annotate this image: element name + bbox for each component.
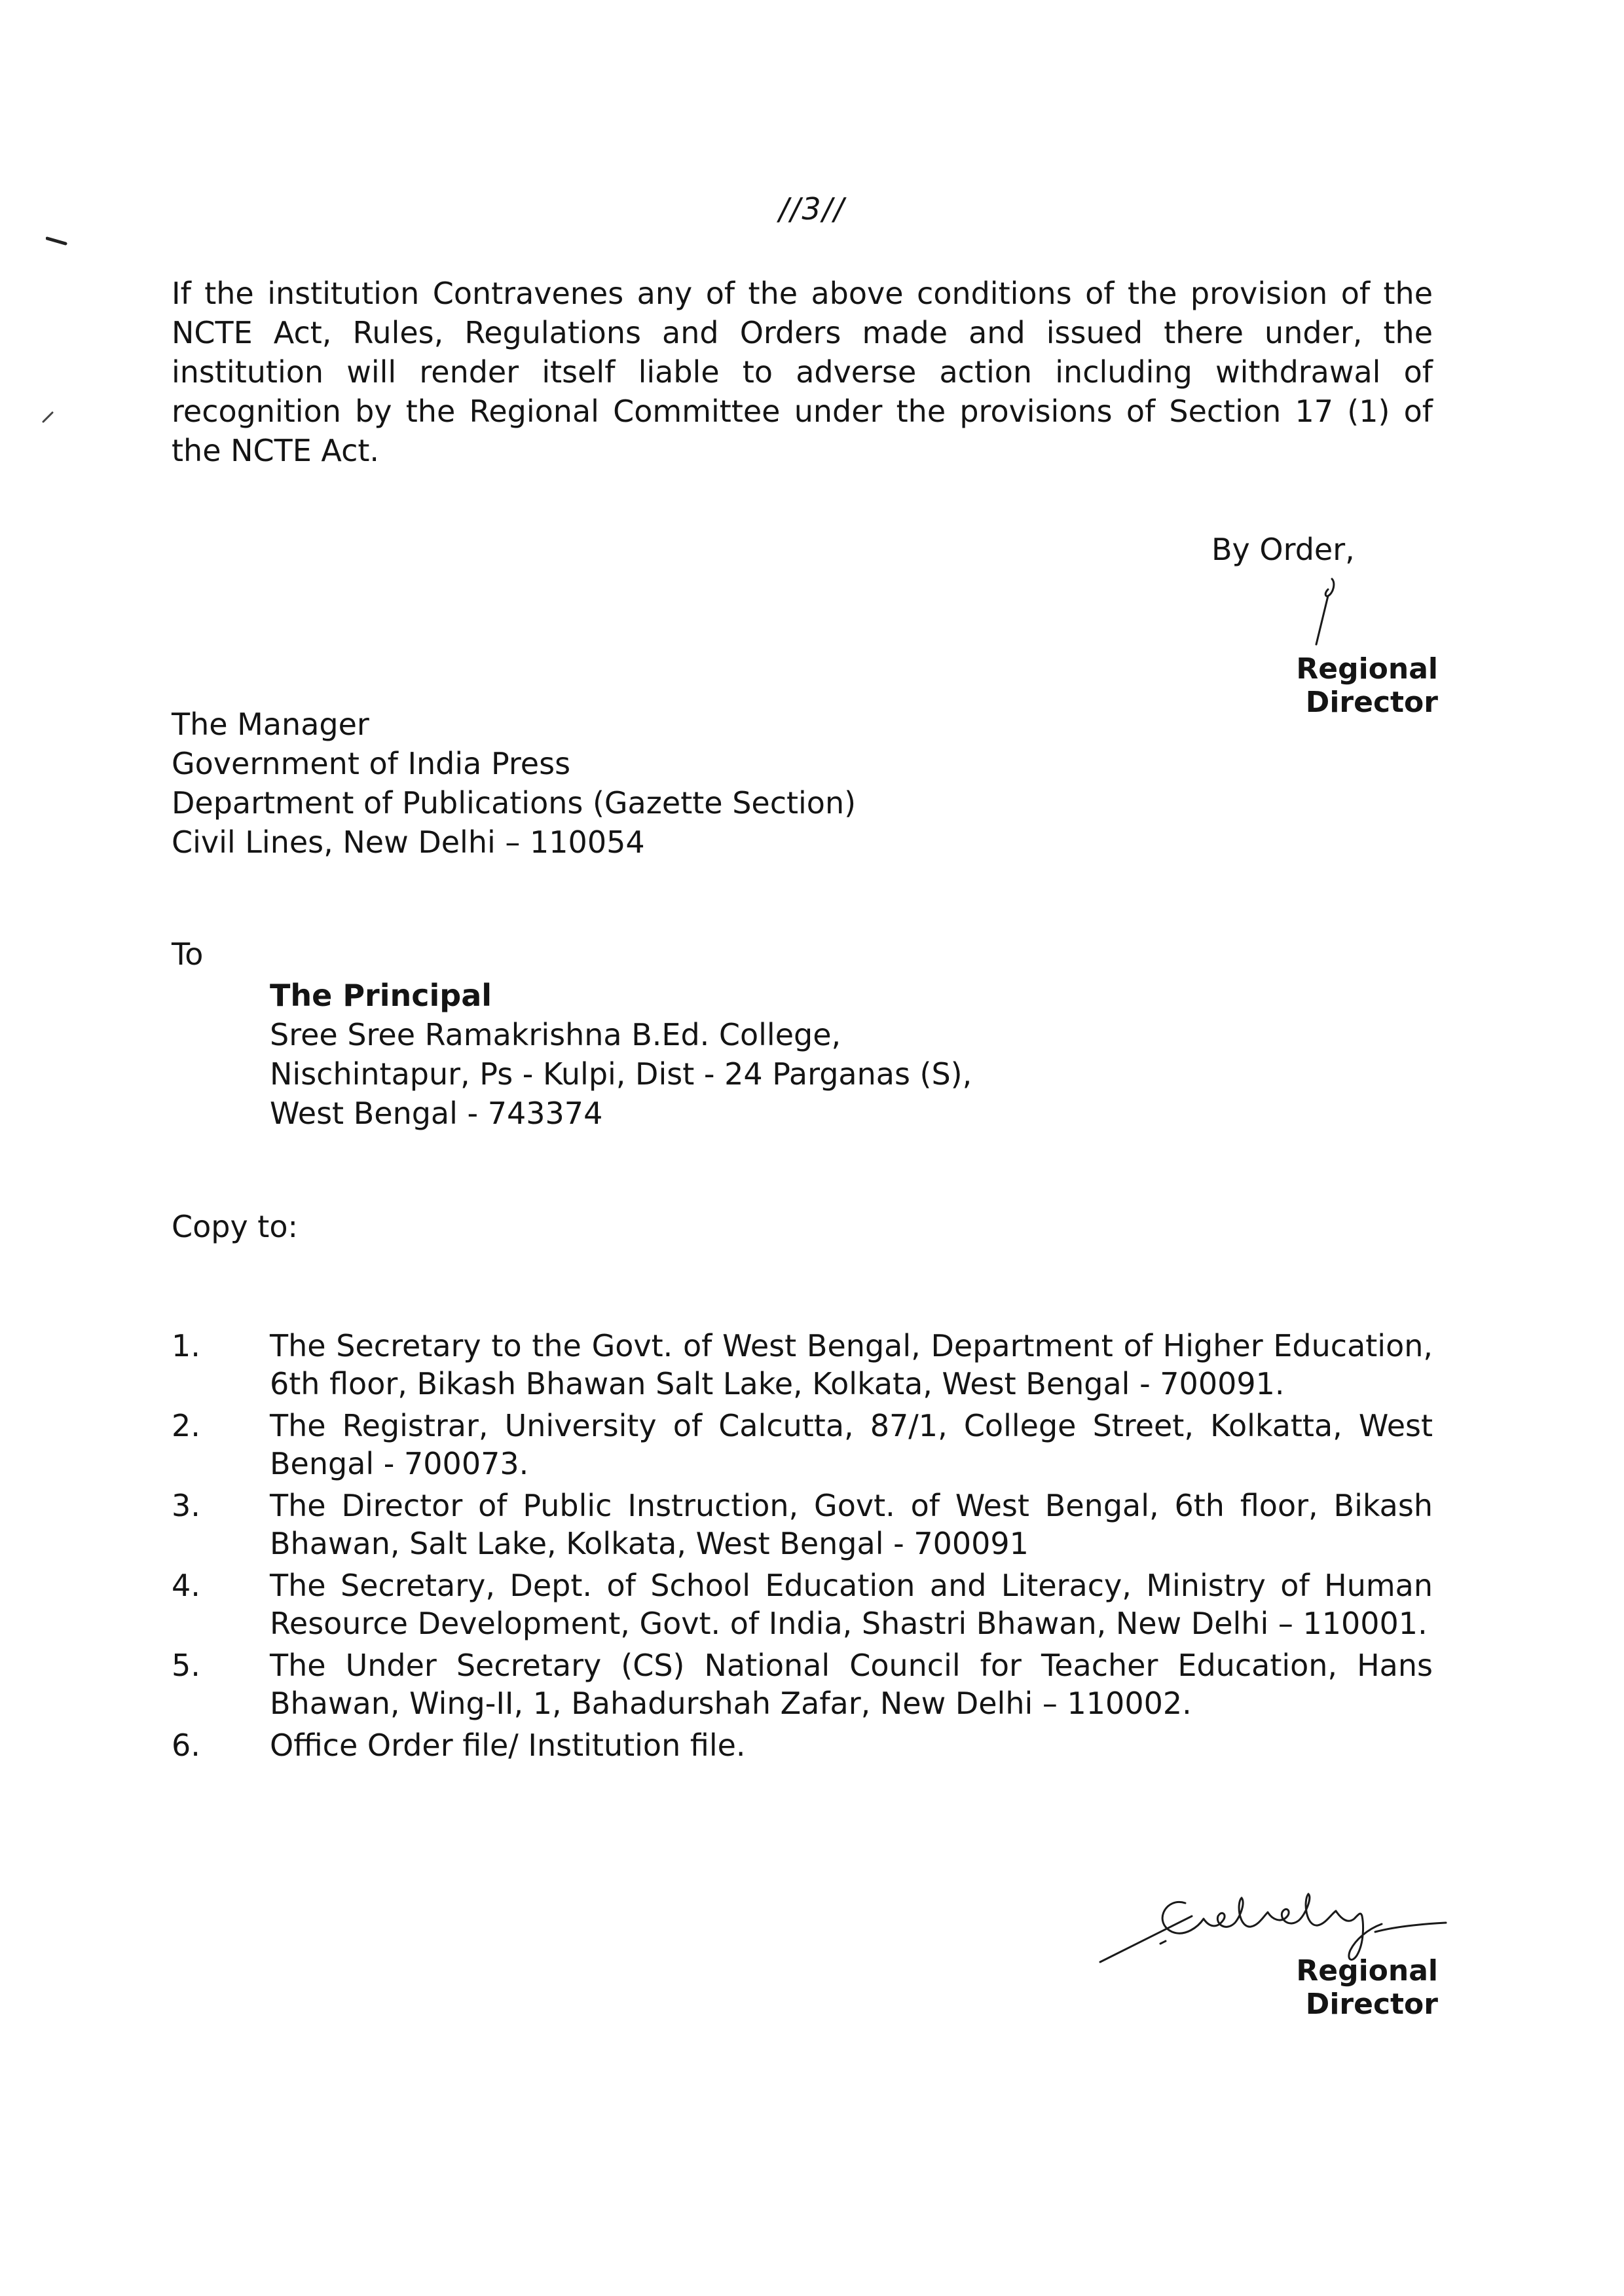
list-item-text: The Director of Public Instruction, Govt. of West Bengal, 6th floor, Bikash Bhawan, Salt Lake, Kolkata, West Bengal - 700091 bbox=[270, 1488, 1433, 1561]
signatory-designation: Regional Director bbox=[1296, 652, 1438, 719]
address-block bbox=[172, 705, 856, 862]
list-item-text: The Secretary, Dept. of School Education and Literacy, Ministry of Human Resource Development, Govt. of India, Shastri Bhawan, New Delhi – 110001. bbox=[270, 1568, 1433, 1641]
list-item-number: 4. bbox=[172, 1568, 200, 1603]
list-item bbox=[172, 1407, 1433, 1483]
list-item-number: 6. bbox=[172, 1728, 200, 1763]
list-item-text: The Secretary to the Govt. of West Bengal, Department of Higher Education, 6th floor, Bikash Bhawan Salt Lake, Kolkata, West Bengal - 700091. bbox=[270, 1328, 1433, 1401]
list-item-number: 1. bbox=[172, 1328, 200, 1363]
list-item bbox=[172, 1566, 1433, 1642]
list-item-number: 3. bbox=[172, 1488, 200, 1523]
address-line: Government of India Press bbox=[172, 746, 571, 781]
list-item bbox=[172, 1327, 1433, 1403]
body-paragraph: If the institution Contravenes any of the above conditions of the provision of the NCTE Act, Rules, Regulations and Orders made and issued there under, the institution will render itself liable to adverse action including withdrawal of recognition by the Regional Committee under the provisions of Section 17 (1) of the NCTE Act. bbox=[172, 276, 1433, 468]
to-label: To bbox=[172, 936, 204, 972]
list-item-number: 5. bbox=[172, 1648, 200, 1683]
copy-to-list bbox=[172, 1327, 1433, 1768]
list-item bbox=[172, 1646, 1433, 1722]
scan-mark bbox=[46, 234, 72, 248]
list-item bbox=[172, 1487, 1433, 1563]
list-item-number: 2. bbox=[172, 1408, 200, 1443]
signatory-designation-final: Regional Director bbox=[1296, 1954, 1438, 2021]
list-item-text: Office Order file/ Institution file. bbox=[270, 1728, 746, 1763]
page-number: //3// bbox=[779, 191, 845, 227]
initial-mark bbox=[1303, 576, 1342, 648]
by-order-text: By Order, bbox=[1211, 532, 1355, 567]
scan-mark bbox=[41, 409, 56, 424]
recipient-line: Nischintapur, Ps - Kulpi, Dist - 24 Parganas (S), bbox=[270, 1056, 972, 1092]
recipient-line: West Bengal - 743374 bbox=[270, 1096, 603, 1131]
address-line: Civil Lines, New Delhi – 110054 bbox=[172, 824, 645, 860]
list-item-text: The Registrar, University of Calcutta, 87/1, College Street, Kolkatta, West Bengal - 700073. bbox=[270, 1408, 1433, 1481]
recipient-line: Sree Sree Ramakrishna B.Ed. College, bbox=[270, 1017, 841, 1052]
recipient-block bbox=[270, 976, 972, 1133]
list-item-text: The Under Secretary (CS) National Council for Teacher Education, Hans Bhawan, Wing-II, 1, Bahadurshah Zafar, New Delhi – 110002. bbox=[270, 1648, 1433, 1721]
recipient-title: The Principal bbox=[270, 978, 492, 1013]
address-line: The Manager bbox=[172, 707, 369, 742]
address-line: Department of Publications (Gazette Section) bbox=[172, 785, 857, 821]
list-item bbox=[172, 1726, 1433, 1764]
copy-to-label: Copy to: bbox=[172, 1209, 298, 1244]
